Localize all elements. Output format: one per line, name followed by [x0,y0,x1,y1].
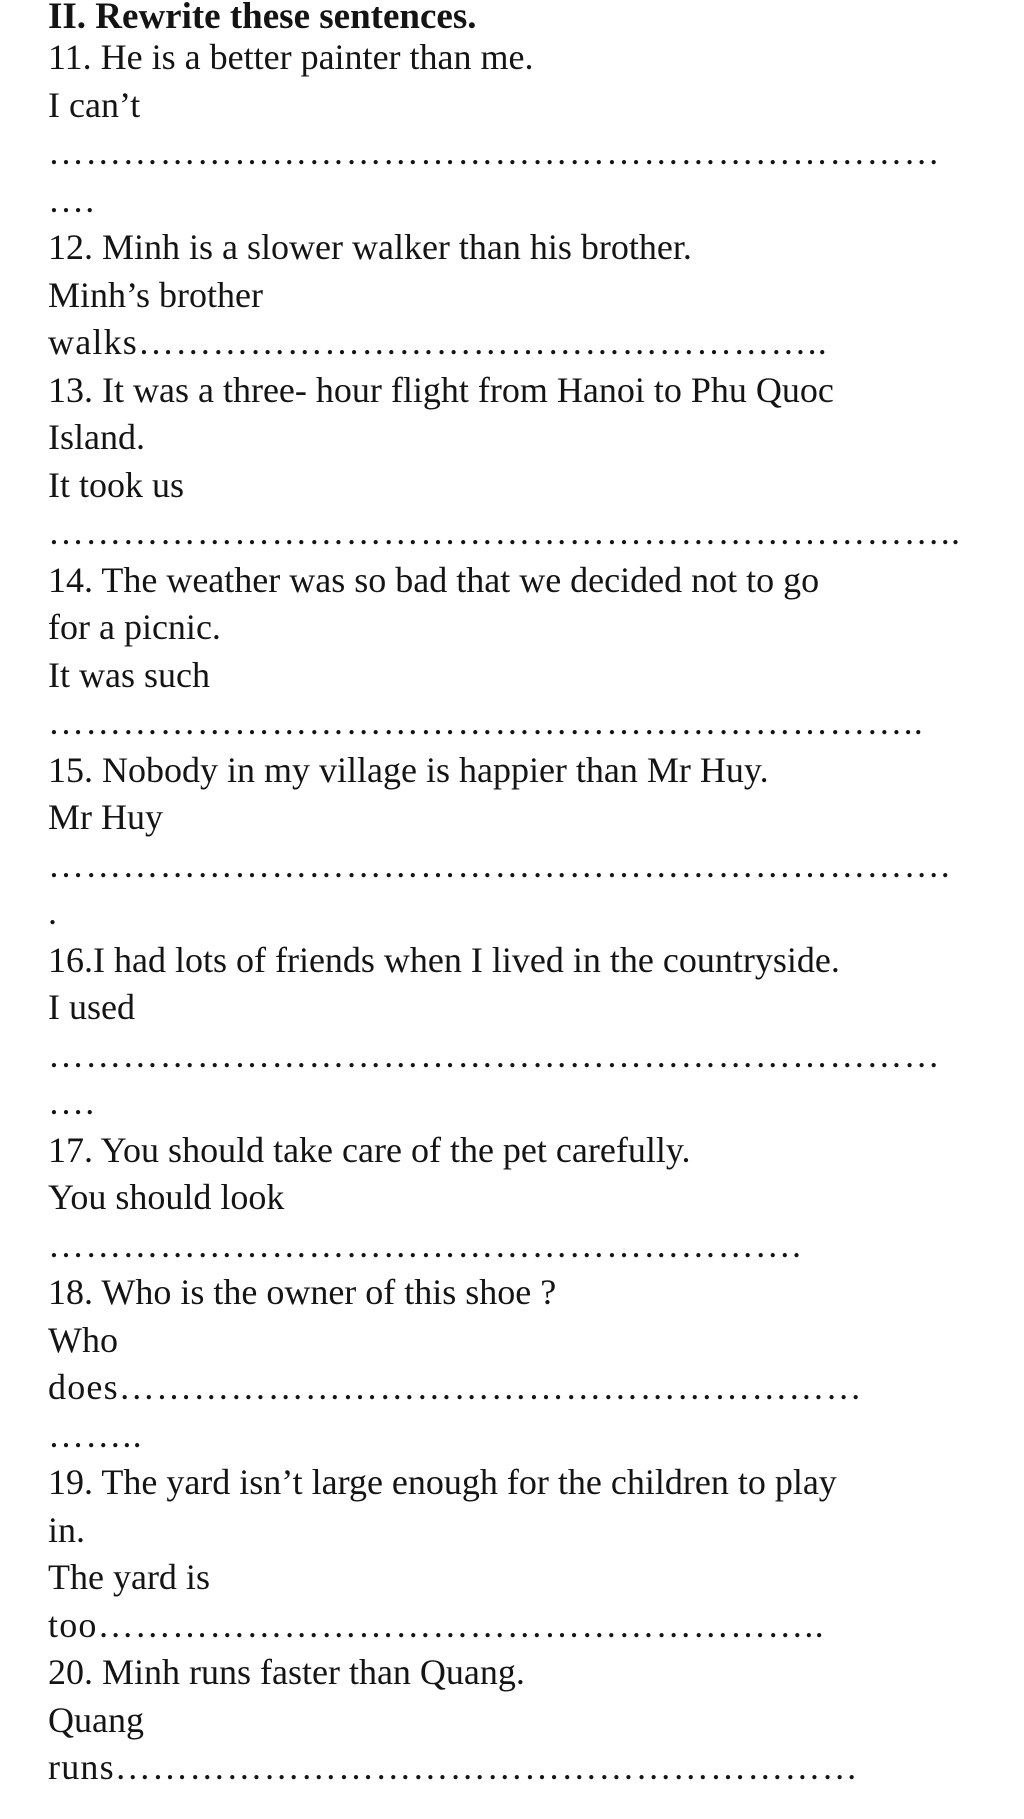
exercise-prompt: 14. The weather was so bad that we decided not to go [48,559,820,600]
exercise-prompt: 13. It was a three- hour flight from Hanoi to Phu Quoc [48,369,834,410]
answer-blank[interactable]: ……………………………………………………………….. [48,512,962,552]
answer-blank[interactable]: runs…………………………………………………… [48,1747,859,1787]
answer-start: Who [48,1319,118,1360]
answer-start: It was such [48,654,210,695]
exercise-20 [48,1649,988,1792]
exercise-prompt: 15. Nobody in my village is happier than Mr Huy. [48,749,769,790]
answer-start: You should look [48,1177,285,1217]
exercise-prompt: 11. He is a better painter than me. [48,37,534,77]
exercise-prompt: 20. Minh runs faster than Quang. [48,1652,525,1692]
answer-start: Quang [48,1699,144,1740]
section-title: II. Rewrite these sentences. [48,0,477,37]
exercise-13 [48,367,988,557]
answer-blank[interactable]: ……………………………………………………………… [48,1034,941,1075]
exercise-18 [48,1269,988,1459]
answer-blank[interactable]: …………………………………………………………….. [48,702,924,742]
answer-blank[interactable]: walks……………………………………………….. [48,322,828,362]
worksheet [48,0,988,1792]
answer-blank[interactable]: does…………………………………………………… [48,1367,863,1407]
answer-blank-continuation: …. [48,179,96,220]
answer-start: Minh’s brother [48,274,263,315]
exercise-prompt: 17. You should take care of the pet carefully. [48,1129,691,1170]
answer-start: I used [48,987,135,1027]
answer-blank[interactable]: ……………………………………………………. [48,1224,803,1265]
answer-blank-continuation: …….. [48,1414,143,1455]
exercise-prompt: 16.I had lots of friends when I lived in the countryside. [48,939,840,980]
answer-blank[interactable]: too………………………………………………….. [48,1604,825,1645]
exercise-15 [48,747,988,937]
exercise-prompt: 12. Minh is a slower walker than his brother. [48,227,692,267]
answer-start: I can’t [48,84,141,125]
answer-start: Mr Huy [48,797,163,837]
answer-blank-continuation: . [48,892,59,932]
exercise-prompt-continuation: Island. [48,417,145,457]
answer-start: It took us [48,464,185,505]
exercise-19 [48,1459,988,1649]
exercise-prompt-continuation: for a picnic. [48,607,221,647]
exercise-prompt: 19. The yard isn’t large enough for the children to play [48,1462,837,1502]
exercise-17 [48,1127,988,1270]
exercise-12 [48,224,988,367]
answer-blank[interactable]: ………………………………………………………………. [48,844,951,885]
exercise-14 [48,557,988,747]
exercise-16 [48,937,988,1127]
exercise-prompt-continuation: in. [48,1509,86,1550]
answer-start: The yard is [48,1557,210,1597]
answer-blank[interactable]: ……………………………………………………………… [48,132,941,172]
exercise-11 [48,34,988,224]
answer-blank-continuation: …. [48,1082,96,1122]
exercise-prompt: 18. Who is the owner of this shoe ? [48,1272,557,1312]
